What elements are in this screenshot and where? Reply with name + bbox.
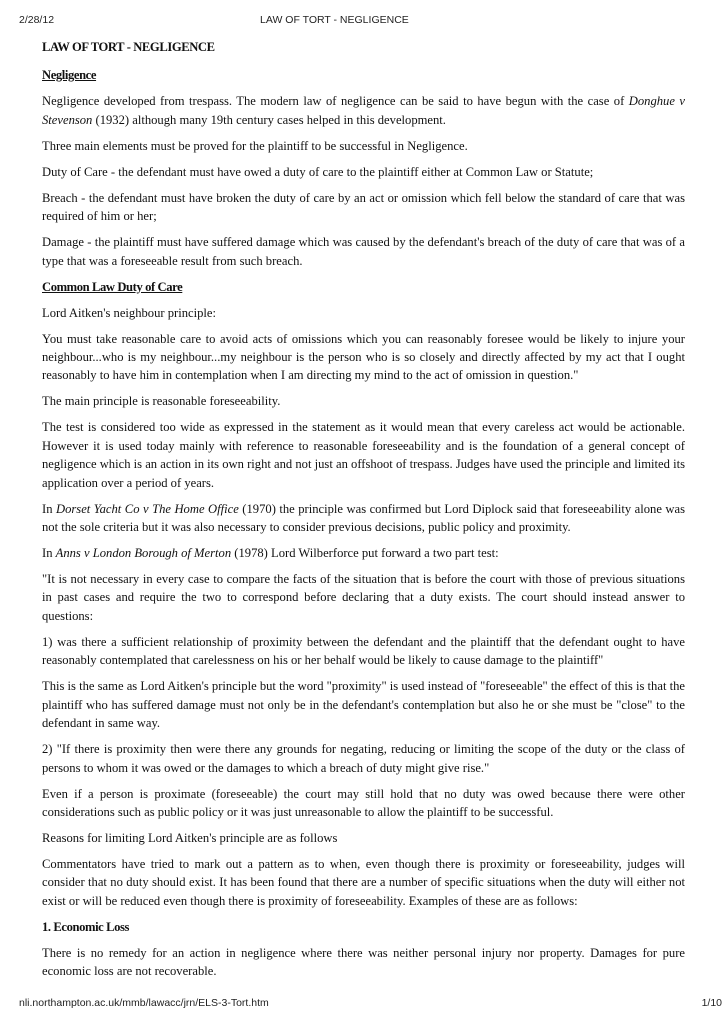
paragraph: The main principle is reasonable foreseeability. xyxy=(42,394,281,409)
paragraph: There is no remedy for an action in negligence where there was neither personal injury nor property. Damages for pure economic loss are not recoverable. xyxy=(42,945,685,979)
paragraph: Damage - the plaintiff must have suffered damage which was caused by the defendant's breach of the duty of care that was of a type that was a foreseeable result from such breach. xyxy=(42,235,685,268)
paragraph: In Anns v London Borough of Merton (1978) Lord Wilberforce put forward a two part test: xyxy=(42,546,499,561)
paragraph: You must take reasonable care to avoid acts of omissions which you can reasonably foresee would be likely to injure your neighbour...who is my neighbour...my neighbour is the person who is so closely and directly affected by my act that I ought reasonably to have him in contemplation when I am directing my mind to the act of omission in question." xyxy=(42,331,685,383)
print-footer-page-number: 1/10 xyxy=(701,997,722,1009)
paragraph: Negligence developed from trespass. The modern law of negligence can be said to have begun with the case of Donghue v Stevenson (1932) although many 19th century cases helped in this development. xyxy=(42,94,685,127)
case-name: Anns v London Borough of Merton xyxy=(55,546,232,561)
paragraph: "It is not necessary in every case to compare the facts of the situation that is before the court with those of previous situations in past cases and require the two to correspond before declaring that a duty exists. The court should instead answer to questions: xyxy=(42,572,685,623)
case-name: Donghue v Stevenson xyxy=(42,94,685,127)
heading-negligence: Negligence xyxy=(42,68,97,83)
paragraph: Duty of Care - the defendant must have owed a duty of care to the plaintiff either at Common Law or Statute; xyxy=(42,164,594,179)
paragraph: Commentators have tried to mark out a pattern as to when, even though there is proximity or foreseeability, judges will consider that no duty should exist. It has been found that there are a number of specific situations when the duty will either not exist or will be reduced even though there is proximity of foreseeability. Examples of these are as follows: xyxy=(42,856,685,908)
paragraph: Reasons for limiting Lord Aitken's principle are as follows xyxy=(42,830,338,845)
paragraph: This is the same as Lord Aitken's principle but the word "proximity" is used instead of "foreseeable" the effect of this is that the plaintiff who has suffered damage must not only be in the defendant's contemplation but also he or she must be "close" to the defendant in same way. xyxy=(42,679,685,731)
print-footer-url: nli.northampton.ac.uk/mmb/lawacc/jrn/ELS-3-Tort.htm xyxy=(19,997,269,1009)
paragraph: In Dorset Yacht Co v The Home Office (1970) the principle was confirmed but Lord Diplock said that foreseeability alone was not the sole criteria but it was also necessary to consider previous decisions, public policy and proximity. xyxy=(42,501,686,535)
print-header-date: 2/28/12 xyxy=(19,14,55,26)
paragraph: Even if a person is proximate (foreseeable) the court may still hold that no duty was owed because there were other considerations such as public policy or it was just unreasonable to allow the plaintiff to be successful. xyxy=(42,786,685,819)
paragraph: 2) "If there is proximity then were there any grounds for negating, reducing or limiting the scope of the duty or the class of persons to whom it was owed or the damages to which a breach of duty might give rise." xyxy=(42,742,685,775)
paragraph: Breach - the defendant must have broken the duty of care by an act or omission which fell below the standard of care that was required of him or her; xyxy=(42,190,685,224)
document-body xyxy=(42,38,685,988)
heading-common-law-duty: Common Law Duty of Care xyxy=(42,279,183,294)
heading-economic-loss: 1. Economic Loss xyxy=(42,919,130,934)
paragraph: The test is considered too wide as expressed in the statement as it would mean that every careless act would be actionable. However it is used today mainly with reference to reasonable foreseeability and is the foundation of a general concept of negligence which is an action in its own right and not just an offshoot of trespass. Judges have used the principle and limited its application over a period of years. xyxy=(42,420,685,490)
paragraph: Lord Aitken's neighbour principle: xyxy=(42,305,217,320)
document-title: LAW OF TORT - NEGLIGENCE xyxy=(42,40,215,54)
case-name: Dorset Yacht Co v The Home Office xyxy=(56,501,239,516)
paragraph: Three main elements must be proved for the plaintiff to be successful in Negligence. xyxy=(42,138,468,153)
paragraph: 1) was there a sufficient relationship of proximity between the defendant and the plaintiff that the defendant ought to have reasonably contemplated that carelessness on his or her behalf would be likely to cause damage to the plaintiff" xyxy=(42,634,685,668)
print-header-title: LAW OF TORT - NEGLIGENCE xyxy=(260,14,409,26)
